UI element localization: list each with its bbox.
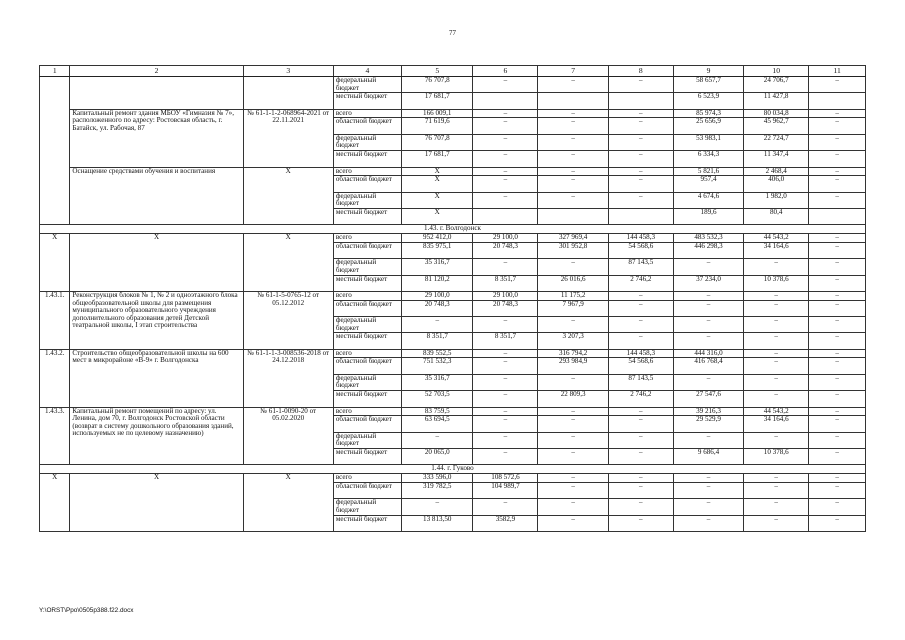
value-cell: – <box>673 482 743 498</box>
value-cell: X <box>402 208 473 224</box>
value-cell: – <box>809 515 866 531</box>
value-cell: 483 532,3 <box>673 234 743 243</box>
value-cell: – <box>538 474 608 483</box>
value-cell: – <box>744 333 809 349</box>
num-cell-empty <box>40 77 70 225</box>
value-cell: – <box>809 259 866 275</box>
section-title: 1.43. г. Волгодонск <box>40 225 866 234</box>
value-cell: 11 427,8 <box>744 93 809 109</box>
value-cell: 29 529,9 <box>673 416 743 432</box>
value-cell: – <box>744 349 809 358</box>
value-cell: – <box>673 499 743 515</box>
value-cell <box>473 208 538 224</box>
budget-type: местный бюджет <box>333 151 401 167</box>
value-cell: 85 974,3 <box>673 109 743 118</box>
name-cell-empty <box>70 77 243 110</box>
value-cell: – <box>473 448 538 464</box>
value-cell: 37 234,0 <box>673 275 743 291</box>
value-cell: 26 016,6 <box>538 275 608 291</box>
budget-type: всего <box>333 407 401 416</box>
budget-table <box>39 65 866 532</box>
budget-type: областной бюджет <box>333 358 401 374</box>
value-cell: 406,0 <box>744 176 809 192</box>
value-cell: – <box>608 448 673 464</box>
value-cell: – <box>608 109 673 118</box>
total-marker: X <box>40 234 70 292</box>
value-cell: 7 967,9 <box>538 300 608 316</box>
value-cell: – <box>809 234 866 243</box>
value-cell: 316 794,2 <box>538 349 608 358</box>
column-header: 8 <box>608 66 673 77</box>
value-cell: – <box>608 333 673 349</box>
value-cell: 6 334,3 <box>673 151 743 167</box>
value-cell: – <box>473 77 538 93</box>
value-cell: – <box>608 167 673 176</box>
value-cell: – <box>809 317 866 333</box>
budget-type: областной бюджет <box>333 118 401 134</box>
budget-type: областной бюджет <box>333 300 401 316</box>
value-cell: – <box>608 317 673 333</box>
budget-type: федеральный бюджет <box>333 134 401 150</box>
value-cell: 27 547,6 <box>673 391 743 407</box>
value-cell: – <box>538 118 608 134</box>
value-cell: – <box>744 292 809 301</box>
value-cell: 20 748,3 <box>473 242 538 258</box>
object-reference: № 61-1-1-2-068964-2021 от 22.11.2021 <box>243 109 333 167</box>
column-header: 11 <box>809 66 866 77</box>
value-cell: – <box>809 300 866 316</box>
value-cell: 301 952,8 <box>538 242 608 258</box>
total-marker: X <box>40 474 70 532</box>
value-cell: – <box>608 432 673 448</box>
value-cell: – <box>538 134 608 150</box>
value-cell: – <box>538 176 608 192</box>
value-cell: 8 351,7 <box>402 333 473 349</box>
value-cell: 839 552,5 <box>402 349 473 358</box>
value-cell: 446 298,3 <box>673 242 743 258</box>
budget-type: всего <box>333 234 401 243</box>
budget-type: федеральный бюджет <box>333 77 401 93</box>
value-cell: – <box>809 358 866 374</box>
value-cell: 8 351,7 <box>473 275 538 291</box>
value-cell: 3 207,3 <box>538 333 608 349</box>
value-cell: – <box>538 151 608 167</box>
total-marker: X <box>70 474 243 532</box>
value-cell: 76 707,8 <box>402 77 473 93</box>
value-cell: 6 523,9 <box>673 93 743 109</box>
value-cell: – <box>673 317 743 333</box>
value-cell: 10 378,6 <box>744 448 809 464</box>
value-cell: – <box>473 151 538 167</box>
object-name: Капитальный ремонт здания МБОУ «Гимназия № 7», расположенного по адресу: Ростовская область, г. Батайск, ул. Рабочая, 87 <box>70 109 243 167</box>
value-cell: 8 351,7 <box>473 333 538 349</box>
object-number: 1.43.1. <box>40 292 70 350</box>
value-cell: – <box>809 349 866 358</box>
value-cell: 166 009,1 <box>402 109 473 118</box>
object-reference: № 61-1-0090-20 от 05.02.2020 <box>243 407 333 465</box>
value-cell: – <box>673 474 743 483</box>
value-cell: – <box>608 292 673 301</box>
value-cell: – <box>809 292 866 301</box>
value-cell: 34 164,6 <box>744 416 809 432</box>
value-cell: – <box>473 374 538 390</box>
value-cell: – <box>608 515 673 531</box>
value-cell: X <box>402 176 473 192</box>
value-cell: – <box>402 432 473 448</box>
section-title: 1.44. г. Гуково <box>40 465 866 474</box>
value-cell: – <box>744 482 809 498</box>
value-cell: – <box>744 317 809 333</box>
value-cell: 17 681,7 <box>402 151 473 167</box>
column-header: 3 <box>243 66 333 77</box>
value-cell: 29 100,0 <box>402 292 473 301</box>
value-cell: 319 782,5 <box>402 482 473 498</box>
value-cell: – <box>538 374 608 390</box>
value-cell: 10 378,6 <box>744 275 809 291</box>
value-cell: – <box>538 416 608 432</box>
value-cell: – <box>473 358 538 374</box>
object-name: Реконструкция блоков № 1, № 2 и одноэтажного блока общеобразовательной школы для размещения муниципального образовательного учреждения дополнительного образования детей Детской театральной школы, I этап строительства <box>70 292 243 350</box>
budget-type: федеральный бюджет <box>333 317 401 333</box>
value-cell: 29 100,0 <box>473 234 538 243</box>
value-cell: – <box>608 176 673 192</box>
value-cell: – <box>473 432 538 448</box>
value-cell: – <box>673 333 743 349</box>
value-cell: – <box>809 391 866 407</box>
value-cell: 1 982,0 <box>744 192 809 208</box>
value-cell: 104 989,7 <box>473 482 538 498</box>
section-title-row <box>40 465 866 474</box>
value-cell: – <box>608 118 673 134</box>
budget-type: областной бюджет <box>333 242 401 258</box>
value-cell: 20 748,3 <box>473 300 538 316</box>
value-cell: 2 746,2 <box>608 275 673 291</box>
value-cell: – <box>809 333 866 349</box>
value-cell: – <box>473 192 538 208</box>
value-cell: 20 065,0 <box>402 448 473 464</box>
value-cell: – <box>809 499 866 515</box>
object-name: Капитальный ремонт помещений по адресу: ул. Ленина, дом 70, г. Волгодонск Ростовской области (возврат в систему дошкольного образования зданий, используемых не по целевому назначению) <box>70 407 243 465</box>
value-cell: 108 572,6 <box>473 474 538 483</box>
value-cell: – <box>608 192 673 208</box>
total-marker: X <box>243 474 333 532</box>
value-cell: 835 975,1 <box>402 242 473 258</box>
value-cell: 35 316,7 <box>402 259 473 275</box>
value-cell: – <box>473 499 538 515</box>
value-cell: 327 969,4 <box>538 234 608 243</box>
value-cell: – <box>809 151 866 167</box>
budget-type: областной бюджет <box>333 176 401 192</box>
total-marker: X <box>70 234 243 292</box>
object-reference: № 61-1-1-3-008536-2018 от 24.12.2018 <box>243 349 333 407</box>
value-cell: – <box>673 515 743 531</box>
budget-type: всего <box>333 292 401 301</box>
budget-type: федеральный бюджет <box>333 499 401 515</box>
value-cell: 5 821,6 <box>673 167 743 176</box>
budget-type: областной бюджет <box>333 416 401 432</box>
value-cell: – <box>744 374 809 390</box>
value-cell: – <box>473 391 538 407</box>
value-cell: – <box>473 167 538 176</box>
value-cell: – <box>473 317 538 333</box>
value-cell: – <box>473 134 538 150</box>
value-cell: – <box>538 192 608 208</box>
value-cell: – <box>809 482 866 498</box>
value-cell: – <box>744 358 809 374</box>
value-cell: – <box>673 432 743 448</box>
value-cell: 29 100,0 <box>473 292 538 301</box>
value-cell: – <box>608 474 673 483</box>
value-cell: – <box>809 407 866 416</box>
value-cell: – <box>473 416 538 432</box>
section-title-row <box>40 225 866 234</box>
value-cell: – <box>608 134 673 150</box>
value-cell <box>608 93 673 109</box>
value-cell: 58 657,7 <box>673 77 743 93</box>
value-cell: – <box>809 77 866 93</box>
value-cell: – <box>538 109 608 118</box>
value-cell: – <box>809 474 866 483</box>
budget-type: местный бюджет <box>333 275 401 291</box>
value-cell: – <box>473 109 538 118</box>
value-cell: – <box>809 275 866 291</box>
value-cell: – <box>608 407 673 416</box>
value-cell: – <box>809 109 866 118</box>
value-cell: – <box>538 448 608 464</box>
value-cell: 2 468,4 <box>744 167 809 176</box>
budget-type: всего <box>333 474 401 483</box>
value-cell: – <box>473 259 538 275</box>
value-cell: 9 686,4 <box>673 448 743 464</box>
value-cell: – <box>744 259 809 275</box>
value-cell: 22 809,3 <box>538 391 608 407</box>
value-cell: – <box>608 300 673 316</box>
value-cell: – <box>673 259 743 275</box>
value-cell: – <box>744 474 809 483</box>
object-number: 1.43.2. <box>40 349 70 407</box>
budget-type: всего <box>333 167 401 176</box>
value-cell: 35 316,7 <box>402 374 473 390</box>
value-cell <box>608 208 673 224</box>
column-header: 7 <box>538 66 608 77</box>
budget-type: федеральный бюджет <box>333 432 401 448</box>
value-cell: – <box>809 242 866 258</box>
value-cell: 54 568,6 <box>608 242 673 258</box>
value-cell: – <box>809 118 866 134</box>
value-cell: – <box>608 77 673 93</box>
value-cell: 20 748,3 <box>402 300 473 316</box>
table-row <box>40 407 866 416</box>
value-cell: 13 813,50 <box>402 515 473 531</box>
budget-type: федеральный бюджет <box>333 192 401 208</box>
value-cell: 52 703,5 <box>402 391 473 407</box>
value-cell: – <box>538 515 608 531</box>
value-cell: 144 458,3 <box>608 349 673 358</box>
value-cell: X <box>402 167 473 176</box>
value-cell: 4 674,6 <box>673 192 743 208</box>
value-cell: 71 619,6 <box>402 118 473 134</box>
value-cell: 2 746,2 <box>608 391 673 407</box>
value-cell: – <box>809 192 866 208</box>
value-cell: 24 706,7 <box>744 77 809 93</box>
value-cell: 3582,9 <box>473 515 538 531</box>
value-cell: 751 532,3 <box>402 358 473 374</box>
value-cell: – <box>538 432 608 448</box>
budget-type: местный бюджет <box>333 391 401 407</box>
value-cell: – <box>538 167 608 176</box>
value-cell: 63 694,5 <box>402 416 473 432</box>
value-cell: 25 656,9 <box>673 118 743 134</box>
value-cell: – <box>608 499 673 515</box>
value-cell: – <box>809 416 866 432</box>
value-cell: 81 120,2 <box>402 275 473 291</box>
total-marker: X <box>243 234 333 292</box>
value-cell: – <box>608 482 673 498</box>
value-cell: – <box>402 317 473 333</box>
column-header: 6 <box>473 66 538 77</box>
budget-type: федеральный бюджет <box>333 374 401 390</box>
value-cell: 189,6 <box>673 208 743 224</box>
value-cell: 11 347,4 <box>744 151 809 167</box>
value-cell <box>809 208 866 224</box>
value-cell: – <box>538 482 608 498</box>
value-cell: 54 568,6 <box>608 358 673 374</box>
value-cell: 957,4 <box>673 176 743 192</box>
value-cell: 87 143,5 <box>608 259 673 275</box>
value-cell: 444 316,0 <box>673 349 743 358</box>
ref-cell-empty <box>243 77 333 110</box>
object-name: Оснащение средствами обучения и воспитания <box>70 167 243 225</box>
column-header: 2 <box>70 66 243 77</box>
value-cell: – <box>744 432 809 448</box>
value-cell <box>538 93 608 109</box>
budget-type: местный бюджет <box>333 208 401 224</box>
page-number: 77 <box>449 29 456 37</box>
value-cell <box>538 208 608 224</box>
budget-type: областной бюджет <box>333 482 401 498</box>
table-row <box>40 109 866 118</box>
budget-type: местный бюджет <box>333 93 401 109</box>
value-cell: X <box>402 192 473 208</box>
table-row <box>40 349 866 358</box>
column-header: 1 <box>40 66 70 77</box>
value-cell: 76 707,8 <box>402 134 473 150</box>
value-cell: – <box>744 499 809 515</box>
table-body <box>40 77 866 532</box>
value-cell: – <box>473 349 538 358</box>
value-cell: 45 962,7 <box>744 118 809 134</box>
value-cell: – <box>473 118 538 134</box>
value-cell: – <box>538 407 608 416</box>
value-cell: – <box>538 259 608 275</box>
object-reference: X <box>243 167 333 225</box>
value-cell: – <box>538 317 608 333</box>
value-cell: 144 458,3 <box>608 234 673 243</box>
file-path-footer: Y:\ORST\Ppo\0505p388.f22.docx <box>39 607 134 614</box>
value-cell: – <box>809 134 866 150</box>
table-row <box>40 474 866 483</box>
column-header: 4 <box>333 66 401 77</box>
value-cell: – <box>608 151 673 167</box>
value-cell: 952 412,0 <box>402 234 473 243</box>
value-cell: 80,4 <box>744 208 809 224</box>
object-number: 1.43.3. <box>40 407 70 465</box>
value-cell: – <box>673 300 743 316</box>
budget-type: всего <box>333 109 401 118</box>
value-cell: 17 681,7 <box>402 93 473 109</box>
value-cell: 293 984,9 <box>538 358 608 374</box>
value-cell: 416 768,4 <box>673 358 743 374</box>
value-cell: – <box>673 292 743 301</box>
value-cell: – <box>744 391 809 407</box>
table-header <box>40 66 866 77</box>
object-name: Строительство общеобразовательной школы на 600 мест в микрорайоне «В-9» г. Волгодонска <box>70 349 243 407</box>
value-cell: – <box>538 77 608 93</box>
table-row <box>40 292 866 301</box>
budget-type: всего <box>333 349 401 358</box>
value-cell: – <box>473 407 538 416</box>
value-cell: 87 143,5 <box>608 374 673 390</box>
value-cell <box>809 93 866 109</box>
table-row <box>40 77 866 93</box>
value-cell <box>473 93 538 109</box>
table-row <box>40 167 866 176</box>
value-cell: 44 543,2 <box>744 234 809 243</box>
value-cell: 22 724,7 <box>744 134 809 150</box>
budget-type: местный бюджет <box>333 515 401 531</box>
object-reference: № 61-1-5-0765-12 от 05.12.2012 <box>243 292 333 350</box>
column-header: 9 <box>673 66 743 77</box>
value-cell: 34 164,6 <box>744 242 809 258</box>
table-row <box>40 234 866 243</box>
value-cell: – <box>809 374 866 390</box>
value-cell: – <box>809 432 866 448</box>
value-cell: – <box>473 176 538 192</box>
value-cell: – <box>538 499 608 515</box>
value-cell: – <box>402 499 473 515</box>
value-cell: 333 596,0 <box>402 474 473 483</box>
value-cell: – <box>809 176 866 192</box>
budget-type: местный бюджет <box>333 333 401 349</box>
value-cell: – <box>744 300 809 316</box>
value-cell: – <box>673 374 743 390</box>
value-cell: 53 983,1 <box>673 134 743 150</box>
column-header: 10 <box>744 66 809 77</box>
column-header: 5 <box>402 66 473 77</box>
value-cell: – <box>809 448 866 464</box>
value-cell: – <box>809 167 866 176</box>
value-cell: 80 034,8 <box>744 109 809 118</box>
value-cell: – <box>608 416 673 432</box>
value-cell: 11 175,2 <box>538 292 608 301</box>
budget-type: местный бюджет <box>333 448 401 464</box>
value-cell: – <box>744 515 809 531</box>
value-cell: 44 543,2 <box>744 407 809 416</box>
value-cell: 83 759,5 <box>402 407 473 416</box>
budget-type: федеральный бюджет <box>333 259 401 275</box>
value-cell: 39 216,3 <box>673 407 743 416</box>
